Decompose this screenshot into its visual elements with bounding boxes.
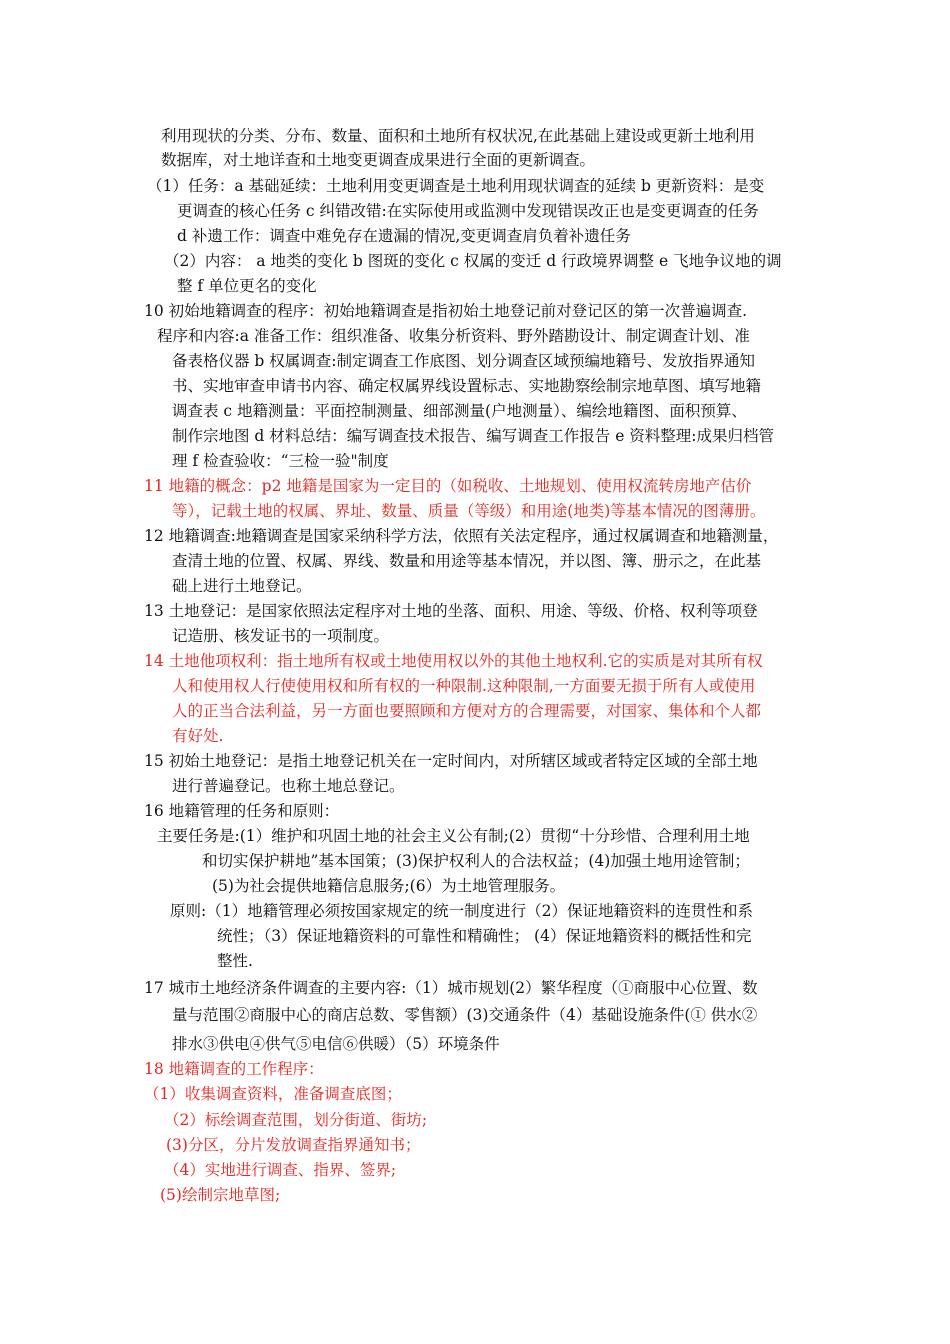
text-line: 主要任务是:(1）维护和巩固土地的社会主义公有制;(2）贯彻“十分珍惜、合理利用土地	[157, 827, 750, 845]
text-line: 人的正当合法利益，另一方面也要照顾和方便对方的合理需要，对国家、集体和个人都	[172, 702, 762, 720]
text-line: 整性.	[217, 952, 253, 970]
section-heading-17: 17 城市土地经济条件调查的主要内容:（1）城市规划(2）繁华程度（①商服中心位置、数	[144, 979, 758, 997]
list-item: (3)分区，分片发放调查指界通知书；	[166, 1136, 421, 1154]
text-line: 有好处.	[172, 727, 224, 745]
section-heading-10: 10 初始地籍调查的程序：初始地籍调查是指初始土地登记前对登记区的第一次普遍调查.	[144, 302, 748, 320]
text-line: 查清土地的位置、权属、界线、数量和用途等基本情况，并以图、簿、册示之，在此基	[172, 552, 762, 570]
list-item: （2）标绘调查范围，划分街道、街坊;	[164, 1111, 428, 1129]
text-line: 书、实地审查申请书内容、确定权属界线设置标志、实地勘察绘制宗地草图、填写地籍	[172, 377, 762, 395]
text-line: 排水③供电④供气⑤电信⑥供暖）（5）环境条件	[172, 1035, 500, 1053]
text-line: 数据库，对土地详查和土地变更调查成果进行全面的更新调查。	[161, 151, 596, 169]
text-line: 和切实保护耕地”基本国策；(3)保护权利人的合法权益；(4)加强土地用途管制；	[202, 852, 750, 870]
list-item: （4）实地进行调查、指界、签界;	[164, 1161, 397, 1179]
text-line: 制作宗地图 d 材料总结：编写调查技术报告、编写调查工作报告 e 资料整理:成果归档管	[172, 427, 775, 445]
section-heading-16: 16 地籍管理的任务和原则：	[144, 802, 340, 820]
section-heading-13: 13 土地登记：是国家依照法定程序对土地的坐落、面积、用途、等级、价格、权利等项登	[144, 602, 758, 620]
text-line: 原则:（1）地籍管理必须按国家规定的统一制度进行（2）保证地籍资料的连贯性和系	[170, 902, 753, 920]
text-line: 统性；（3）保证地籍资料的可靠性和精确性； (4）保证地籍资料的概括性和完	[217, 927, 752, 945]
text-line: (5)为社会提供地籍信息服务;(6）为土地管理服务。	[212, 877, 566, 895]
text-line: 备表格仪器 b 权属调查:制定调查工作底图、划分调查区域预编地籍号、发放指界通知	[172, 352, 756, 370]
text-line: 更调查的核心任务 c 纠错改错:在实际使用或监测中发现错误改正也是变更调查的任务	[177, 202, 759, 220]
text-line: 记造册、核发证书的一项制度。	[172, 627, 390, 645]
text-line: 进行普遍登记。也称土地总登记。	[172, 777, 405, 795]
section-heading-15: 15 初始土地登记：是指土地登记机关在一定时间内，对所辖区域或者特定区域的全部土地	[144, 752, 758, 770]
text-line: 量与范围②商服中心的商店总数、零售额）(3)交通条件（4）基础设施条件(① 供水②	[172, 1006, 758, 1024]
text-line: 整 f 单位更名的变化	[177, 277, 317, 295]
text-line: 程序和内容:a 准备工作：组织准备、收集分析资料、野外踏勘设计、制定调查计划、准	[157, 327, 750, 345]
section-heading-11: 11 地籍的概念：p2 地籍是国家为一定目的（如税收、土地规划、使用权流转房地产估价	[144, 477, 752, 495]
text-line: 等），记载土地的权属、界址、数量、质量（等级）和用途(地类)等基本情况的图薄册。	[172, 502, 766, 520]
text-line: 利用现状的分类、分布、数量、面积和土地所有权状况,在此基础上建设或更新土地利用	[161, 127, 755, 145]
section-heading-18: 18 地籍调查的工作程序：	[144, 1060, 324, 1078]
text-line: 调查表 c 地籍测量：平面控制测量、细部测量(户地测量）、编绘地籍图、面积预算、	[172, 402, 747, 420]
text-line: （1）任务：a 基础延续：土地利用变更调查是土地利用现状调查的延续 b 更新资料：是变	[147, 177, 765, 195]
text-line: 理 f 检查验收：“三检一验"制度	[172, 452, 389, 470]
section-heading-12: 12 地籍调查:地籍调查是国家采纳科学方法，依照有关法定程序，通过权属调查和地籍测量，	[144, 527, 779, 545]
text-line: （2）内容： a 地类的变化 b 图斑的变化 c 权属的变迁 d 行政境界调整 e 飞地争议地的调	[164, 252, 782, 270]
text-line: 人和使用权人行使使用权和所有权的一种限制.这种限制,一方面要无损于所有人或使用	[172, 677, 756, 695]
text-line: 础上进行土地登记。	[172, 577, 312, 595]
section-heading-14: 14 土地他项权利：指土地所有权或土地使用权以外的其他土地权利.它的实质是对其所有权	[144, 652, 763, 670]
text-line: d 补遗工作：调查中难免存在遗漏的情况,变更调查肩负着补遗任务	[177, 227, 631, 245]
list-item: (5)绘制宗地草图;	[160, 1186, 281, 1204]
list-item: （1）收集调查资料，准备调查底图；	[144, 1085, 402, 1103]
